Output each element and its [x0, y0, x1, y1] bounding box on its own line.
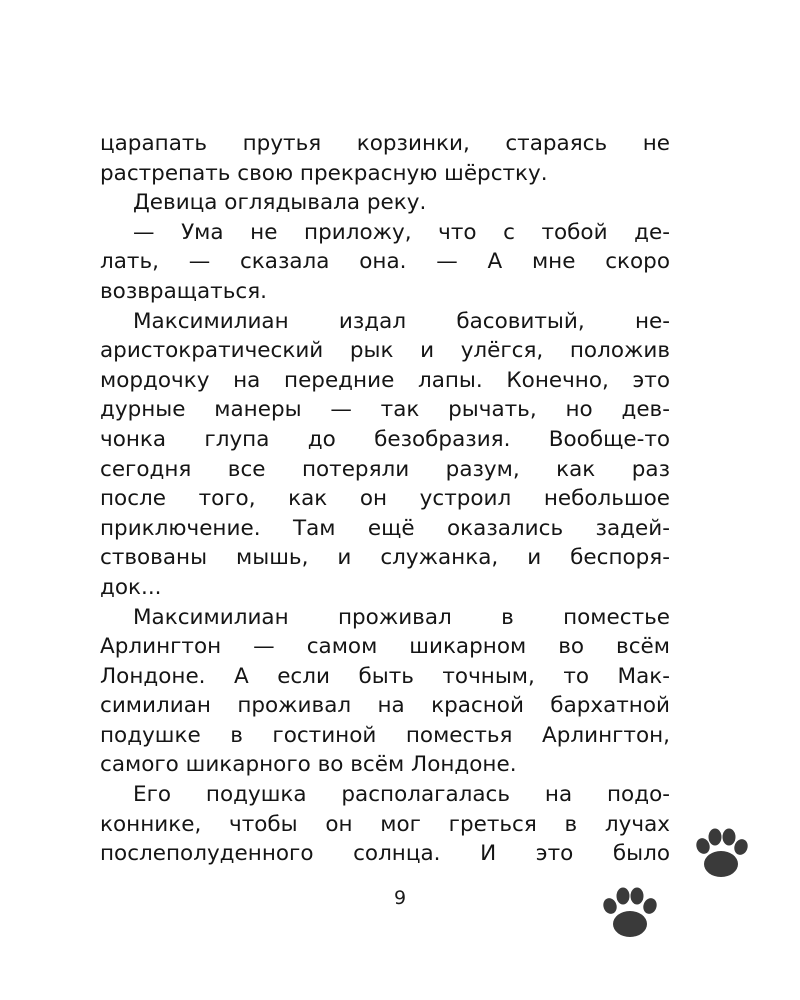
text-line: Максимилиан издал басовитый, не-: [133, 308, 670, 334]
text-line: возвращаться.: [100, 278, 267, 304]
text-line: Арлингтон — самом шикарном во всём: [100, 634, 670, 660]
paw-print-icon: [598, 884, 662, 942]
text-line: послеполуденного солнца. И это было: [100, 841, 670, 867]
page-number: 9: [393, 887, 407, 909]
text-line: самого шикарного во всём Лондоне.: [100, 752, 517, 778]
page-body-text: [100, 129, 670, 869]
paw-print-icon: [690, 826, 754, 882]
text-line: Лондоне. А если быть точным, то Мак-: [100, 663, 670, 689]
text-line: лать, — сказала она. — А мне скоро: [100, 249, 670, 275]
text-line: царапать прутья корзинки, стараясь не: [100, 131, 670, 156]
text-line: растрепать свою прекрасную шёрстку.: [100, 160, 548, 186]
text-line: чонка глупа до безобразия. Вообще-то: [100, 426, 670, 452]
text-line: после того, как он устроил небольшое: [100, 486, 670, 512]
text-line: Его подушка располагалась на подо-: [133, 782, 670, 808]
text-line: мордочку на передние лапы. Конечно, это: [100, 367, 670, 393]
text-line: дурные манеры — так рычать, но дев-: [100, 397, 670, 423]
text-line: Девица оглядывала реку.: [133, 190, 427, 216]
text-line: Максимилиан проживал в поместье: [133, 604, 670, 630]
text-line: аристократический рык и улёгся, положив: [100, 338, 670, 364]
text-line: подушке в гостиной поместья Арлингтон,: [100, 722, 670, 748]
text-line: симилиан проживал на красной бархатной: [100, 693, 670, 719]
text-line: — Ума не приложу, что с тобой де-: [133, 219, 670, 245]
text-line: приключение. Там ещё оказались задей-: [100, 515, 670, 541]
text-line: док...: [100, 574, 162, 600]
text-line: коннике, чтобы он мог греться в лучах: [100, 811, 670, 837]
text-line: сегодня все потеряли разум, как раз: [100, 456, 670, 482]
text-line: ствованы мышь, и служанка, и беспоря-: [100, 545, 670, 571]
